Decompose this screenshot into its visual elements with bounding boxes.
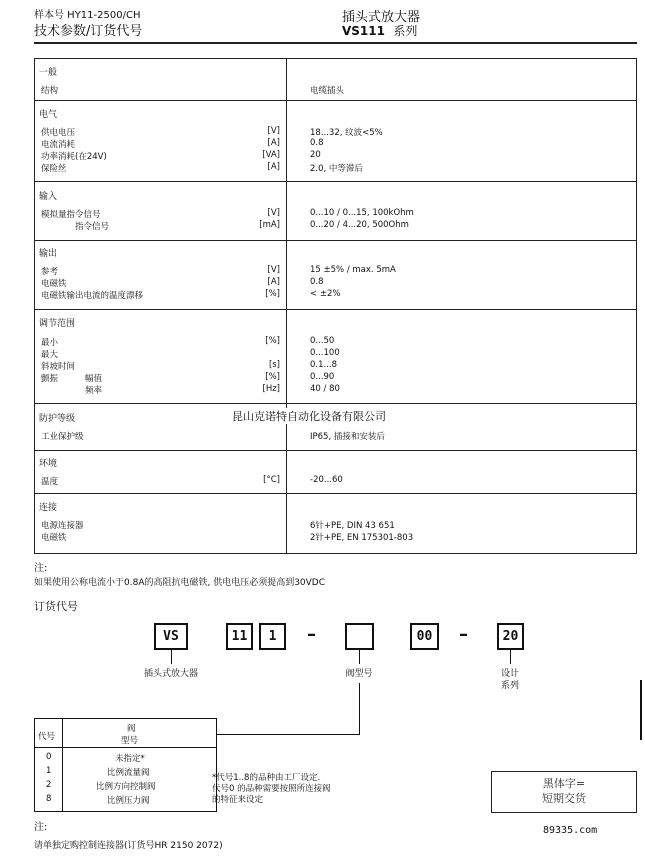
spec-unit: [A] bbox=[267, 138, 280, 148]
section-divider bbox=[35, 100, 636, 101]
spec-label: 电流消耗 bbox=[41, 140, 76, 150]
legend-line: 黑体字= bbox=[542, 777, 586, 790]
code-box-vs: VS bbox=[154, 623, 188, 650]
note-text: 如果使用公称电流小于0.8A的高阻抗电磁铁, 供电电压必须提高到30VDC bbox=[34, 578, 326, 588]
spec-label: 参考 bbox=[41, 267, 59, 277]
spec-unit: [s] bbox=[268, 360, 280, 370]
spec-value: 0...20 / 4...20, 500Ohm bbox=[310, 220, 409, 230]
spec-unit: [mA] bbox=[259, 220, 280, 230]
valve-type: 比例压力阀 bbox=[107, 796, 150, 806]
spec-value: -20...60 bbox=[310, 475, 343, 485]
code-dash: – bbox=[459, 624, 468, 645]
spec-value: 15 ±5% / max. 5mA bbox=[310, 265, 396, 275]
spec-value: 40 / 80 bbox=[310, 384, 340, 394]
valve-type: 未指定* bbox=[115, 754, 145, 764]
section-output-heading: 输出 bbox=[39, 249, 58, 259]
section-adjust-heading: 调节范围 bbox=[39, 319, 76, 329]
structure-value: 电缆插头 bbox=[310, 86, 345, 96]
section-protection-heading: 防护等级 bbox=[39, 414, 76, 424]
spec-sublabel: 频率 bbox=[85, 386, 103, 396]
spec-unit: [%] bbox=[265, 372, 280, 382]
spec-value: 0.8 bbox=[310, 138, 324, 148]
valve-type-table bbox=[34, 718, 217, 812]
spec-value: IP65, 插接和安装后 bbox=[310, 432, 385, 442]
connector-line bbox=[359, 650, 360, 664]
valve-code: 1 bbox=[46, 766, 52, 776]
spec-value: < ±2% bbox=[310, 289, 341, 299]
bottom-note-text: 请单独定购控制连接器(订货号HR 2150 2072) bbox=[34, 841, 223, 851]
connector-line bbox=[171, 650, 172, 664]
margin-bar bbox=[640, 680, 642, 740]
spec-value: 20 bbox=[310, 150, 321, 160]
spec-label: 模拟量指令信号 bbox=[41, 210, 101, 220]
caption-design-line2: 系列 bbox=[500, 681, 519, 691]
series-code: VS111 bbox=[342, 24, 385, 38]
valve-code: 0 bbox=[46, 752, 52, 762]
code-box-20: 20 bbox=[497, 623, 524, 650]
spec-value: 0...90 bbox=[310, 372, 335, 382]
spec-label: 温度 bbox=[41, 477, 59, 487]
connector-line bbox=[510, 650, 511, 664]
code-dash: – bbox=[307, 624, 316, 645]
section-divider bbox=[35, 240, 636, 241]
series-word: 系列 bbox=[393, 24, 418, 38]
footnote-line: 的特征来设定 bbox=[212, 795, 264, 805]
bold-legend-box bbox=[491, 771, 637, 813]
spec-value: 0.8 bbox=[310, 277, 324, 287]
series-title bbox=[342, 22, 417, 39]
spec-value: 6针+PE, DIN 43 651 bbox=[310, 521, 395, 531]
spec-value: 0...50 bbox=[310, 336, 335, 346]
spec-sublabel: 幅值 bbox=[85, 374, 103, 384]
bottom-note-title: 注: bbox=[34, 822, 48, 833]
section-general-heading: 一般 bbox=[39, 68, 58, 78]
col-header-valve: 阀 bbox=[127, 724, 136, 734]
spec-unit: [V] bbox=[267, 126, 280, 136]
code-box-1: 1 bbox=[259, 623, 286, 650]
spec-unit: [A] bbox=[267, 162, 280, 172]
column-divider bbox=[286, 59, 287, 553]
spec-label: 功率消耗(在24V) bbox=[41, 152, 107, 162]
spec-unit: [Hz] bbox=[262, 384, 280, 394]
spec-value: 0...10 / 0...15, 100kOhm bbox=[310, 208, 414, 218]
footnote-line: *代号1..8的品种由工厂设定. bbox=[212, 773, 321, 783]
section-electrical-heading: 电气 bbox=[39, 110, 58, 120]
caption-amplifier: 插头式放大器 bbox=[143, 669, 198, 679]
spec-value: 0...100 bbox=[310, 348, 340, 358]
valve-code: 2 bbox=[46, 780, 52, 790]
spec-unit: [V] bbox=[267, 265, 280, 275]
section-divider bbox=[35, 450, 636, 451]
valve-type: 比例方向控制阀 bbox=[96, 782, 156, 792]
site-watermark: 89335.com bbox=[543, 825, 598, 836]
spec-label: 最大 bbox=[41, 350, 59, 360]
spec-value: 18...32, 纹波<5% bbox=[310, 128, 383, 138]
spec-label: 电磁铁 bbox=[41, 533, 67, 543]
spec-label: 电磁铁 bbox=[41, 279, 67, 289]
section-divider bbox=[35, 309, 636, 310]
spec-label: 供电电压 bbox=[41, 128, 76, 138]
legend-line: 短期交货 bbox=[542, 792, 586, 805]
caption-design-line1: 设计 bbox=[500, 669, 519, 679]
spec-unit: [VA] bbox=[262, 150, 280, 160]
section-divider bbox=[35, 181, 636, 182]
spec-label: 颤振 bbox=[41, 374, 59, 384]
connector-line bbox=[217, 734, 360, 735]
sample-number: 样本号 HY11-2500/CH bbox=[34, 10, 141, 21]
page-subtitle: 技术参数/订货代号 bbox=[34, 24, 143, 39]
order-code-title: 订货代号 bbox=[34, 600, 78, 613]
caption-valve-type: 阀型号 bbox=[345, 669, 373, 679]
col-header-code: 代号 bbox=[38, 732, 56, 742]
footnote-line: 代号0 的品种需要按照所连接阀 bbox=[212, 784, 331, 794]
connector-line bbox=[359, 683, 360, 735]
section-environment-heading: 环境 bbox=[39, 459, 58, 469]
section-divider bbox=[35, 493, 636, 494]
code-box-valve bbox=[345, 623, 374, 650]
spec-label: 斜坡时间 bbox=[41, 362, 76, 372]
code-box-11: 11 bbox=[226, 623, 253, 650]
spec-label: 电磁铁输出电流的温度漂移 bbox=[41, 291, 144, 301]
note-title: 注: bbox=[34, 563, 48, 574]
spec-unit: [°C] bbox=[263, 475, 280, 485]
spec-label: 电源连接器 bbox=[41, 521, 84, 531]
company-watermark: 昆山克诺特自动化设备有限公司 bbox=[232, 410, 386, 423]
spec-label: 最小 bbox=[41, 338, 59, 348]
footnote bbox=[212, 773, 402, 806]
spec-label: 工业保护级 bbox=[41, 432, 84, 442]
section-input-heading: 输入 bbox=[39, 192, 58, 202]
page-title: 插头式放大器 bbox=[342, 10, 421, 25]
valve-code: 8 bbox=[46, 794, 52, 804]
col-header-type: 型号 bbox=[121, 736, 139, 746]
spec-unit: [V] bbox=[267, 208, 280, 218]
spec-value: 0.1...8 bbox=[310, 360, 338, 370]
spec-label: 保险丝 bbox=[41, 164, 67, 174]
spec-value: 2针+PE, EN 175301-803 bbox=[310, 533, 414, 543]
spec-unit: [A] bbox=[267, 277, 280, 287]
valve-type: 比例流量阀 bbox=[107, 768, 150, 778]
structure-label: 结构 bbox=[41, 86, 59, 96]
spec-value: 2.0, 中等滞后 bbox=[310, 164, 363, 174]
table-divider bbox=[62, 719, 63, 811]
spec-unit: [%] bbox=[265, 289, 280, 299]
spec-unit: [%] bbox=[265, 336, 280, 346]
section-divider bbox=[35, 403, 636, 404]
spec-table bbox=[34, 58, 637, 554]
header-rule bbox=[34, 42, 637, 44]
spec-label: 指令信号 bbox=[75, 222, 110, 232]
code-box-00: 00 bbox=[410, 623, 439, 650]
section-connection-heading: 连接 bbox=[39, 503, 58, 513]
